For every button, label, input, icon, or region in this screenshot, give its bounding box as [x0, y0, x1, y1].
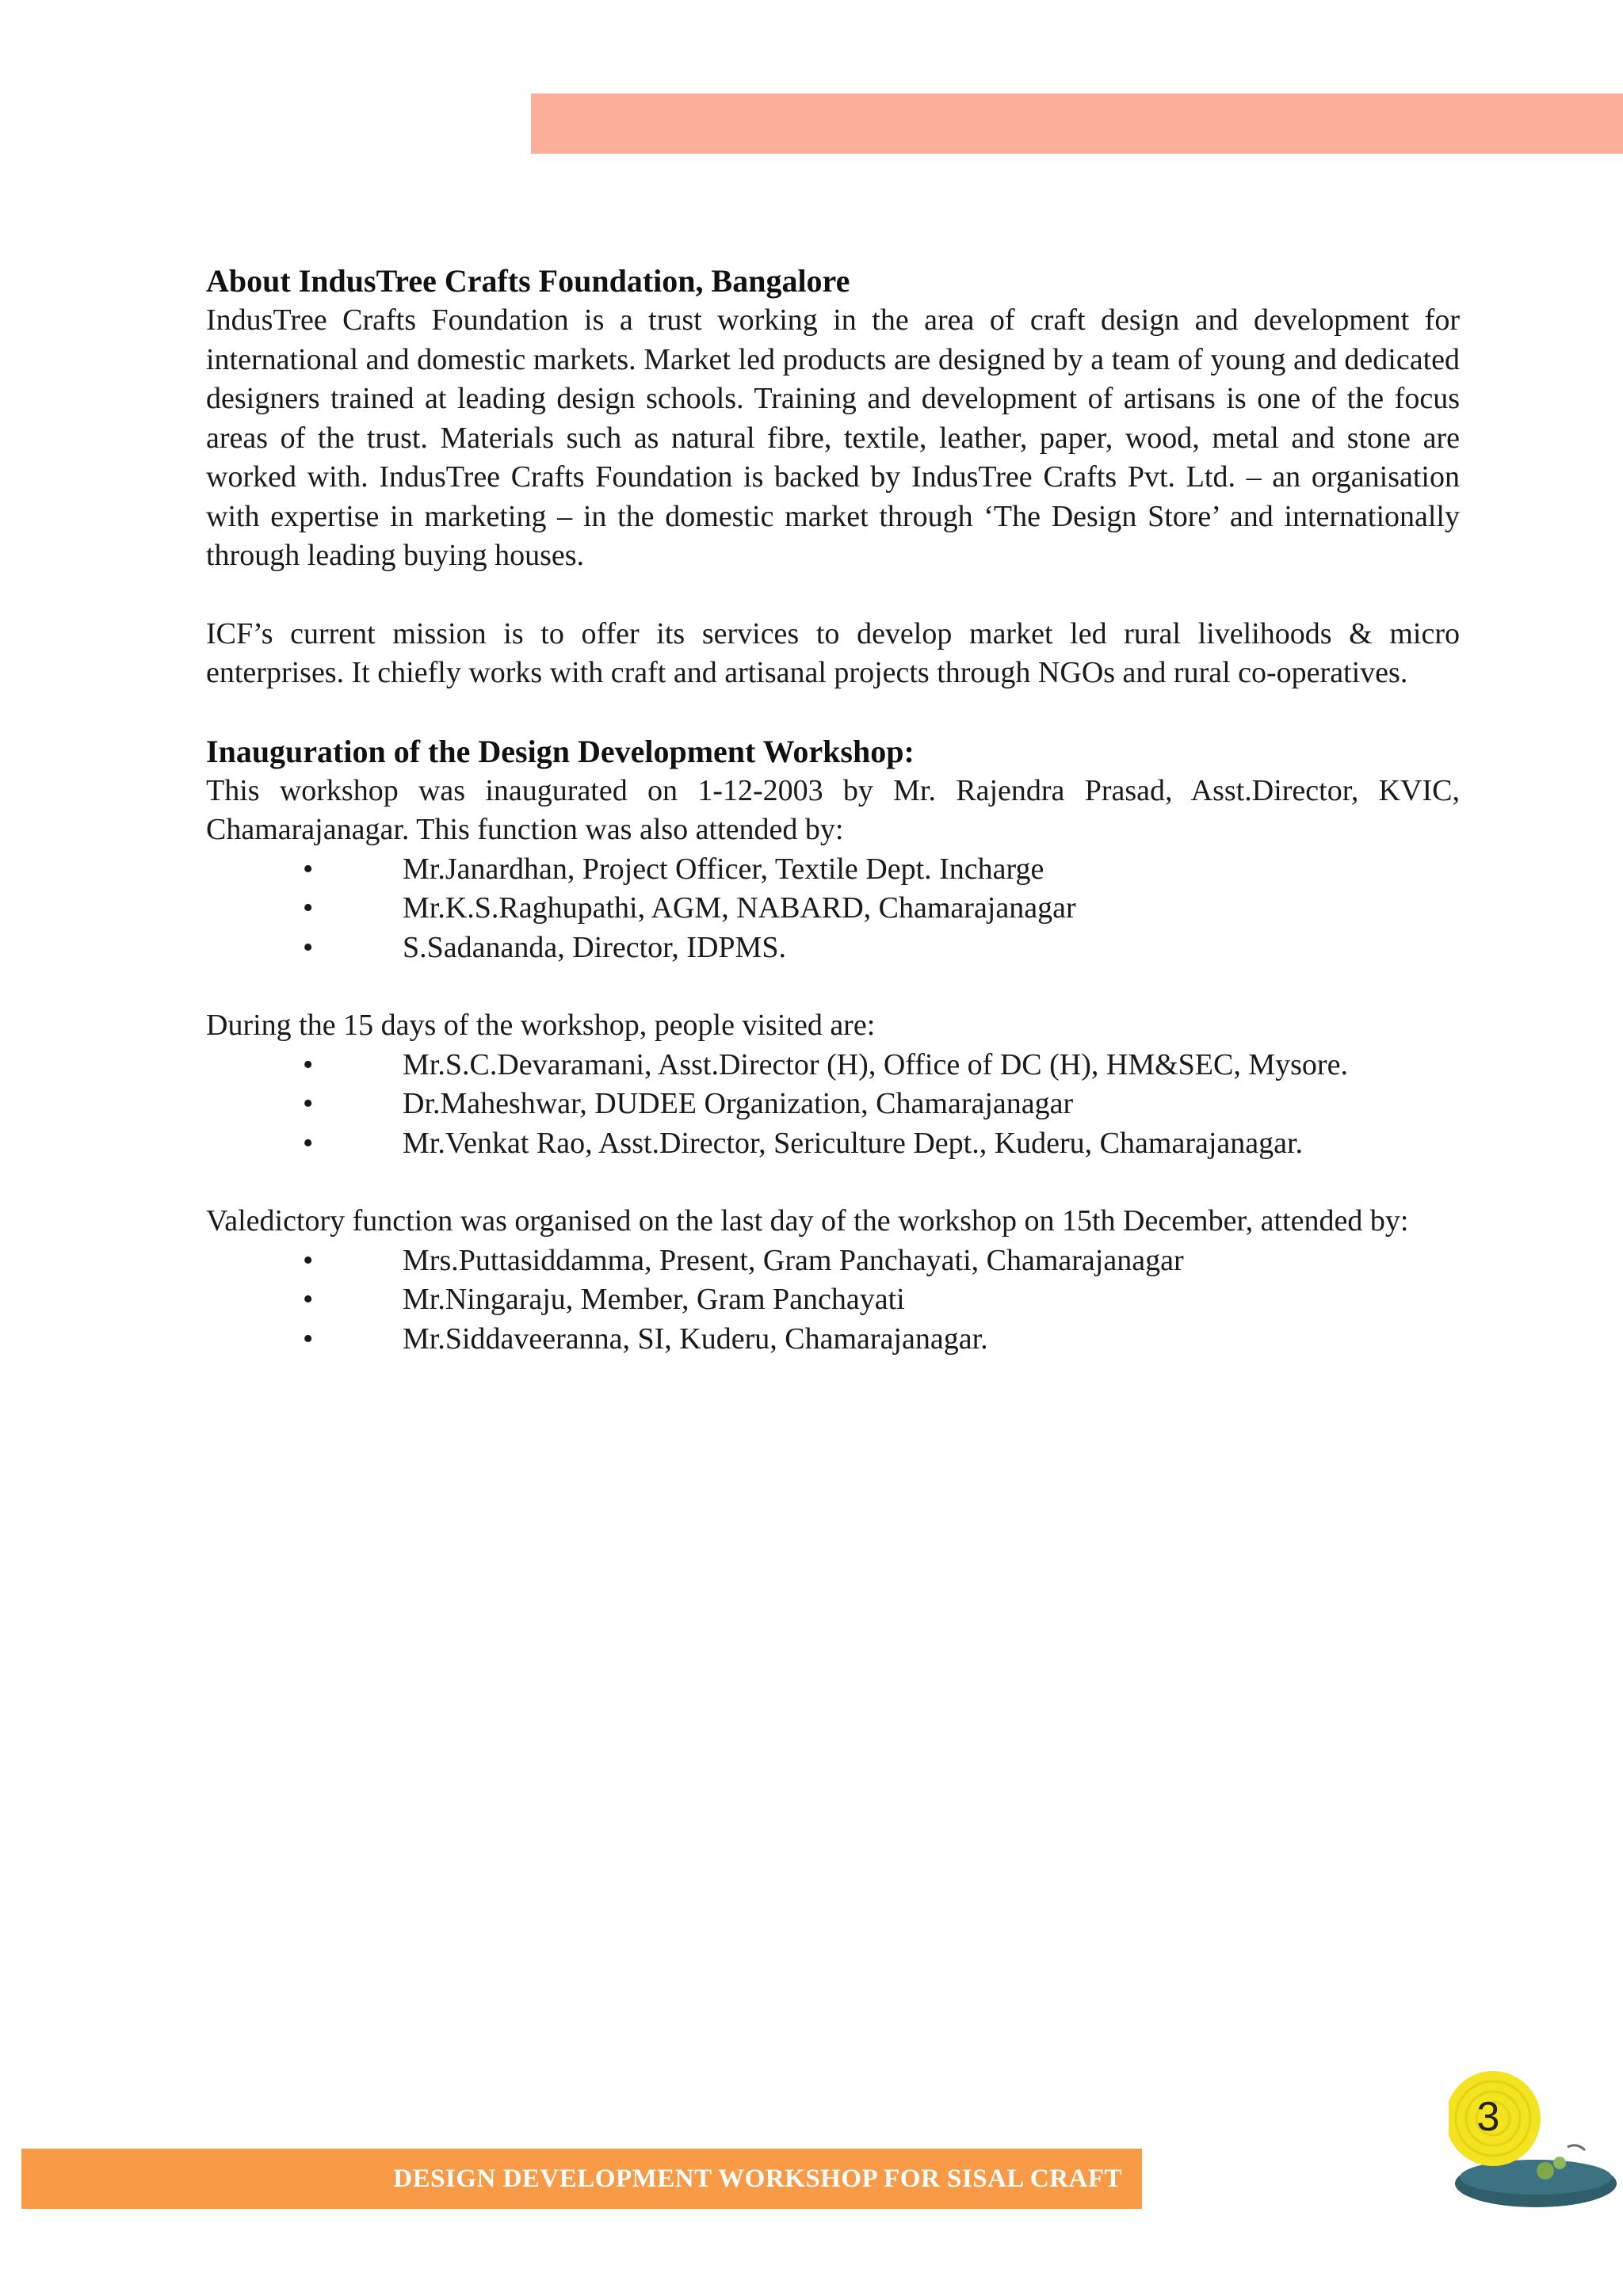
list-item: • Mrs.Puttasiddamma, Present, Gram Panchayati, Chamarajanagar	[206, 1241, 1460, 1281]
header-band	[531, 93, 1623, 154]
valedictory-list	[206, 1241, 1460, 1360]
inauguration-heading: Inauguration of the Design Development Workshop:	[206, 733, 915, 769]
bullet-icon: •	[303, 1322, 314, 1356]
list-item: • Mr.Siddaveeranna, SI, Kuderu, Chamarajanagar.	[206, 1320, 1460, 1360]
bullet-icon: •	[303, 930, 314, 964]
page-number: 3	[1476, 2094, 1500, 2140]
bullet-icon: •	[303, 852, 314, 886]
visitors-intro: During the 15 days of the workshop, people visited are:	[206, 1009, 876, 1042]
attendees-list	[206, 850, 1460, 968]
footer-title: DESIGN DEVELOPMENT WORKSHOP FOR SISAL CRAFT	[393, 2164, 1122, 2193]
bullet-icon: •	[303, 1243, 314, 1277]
list-item: • Dr.Maheshwar, DUDEE Organization, Chamarajanagar	[206, 1085, 1460, 1124]
bullet-icon: •	[303, 1126, 314, 1160]
list-item: • Mr.Ningaraju, Member, Gram Panchayati	[206, 1280, 1460, 1320]
footer-bar	[21, 2149, 1142, 2209]
list-item: • Mr.K.S.Raghupathi, AGM, NABARD, Chamarajanagar	[206, 889, 1460, 929]
bullet-icon: •	[303, 891, 314, 925]
list-item: • Mr.Venkat Rao, Asst.Director, Sericulture Dept., Kuderu, Chamarajanagar.	[206, 1124, 1460, 1164]
list-item: • Mr.S.C.Devaramani, Asst.Director (H), Office of DC (H), HM&SEC, Mysore.	[206, 1046, 1460, 1085]
about-paragraph-2: ICF’s current mission is to offer its services to develop market led rural livelihoods & micro enterprises. It chiefly works with craft and artisanal projects through NGOs and rural co-operatives.	[206, 616, 1460, 689]
list-item: • S.Sadananda, Director, IDPMS.	[206, 929, 1460, 968]
valedictory-intro: Valedictory function was organised on the last day of the workshop on 15th December, attended by:	[206, 1204, 1409, 1238]
about-heading: About IndusTree Crafts Foundation, Bangalore	[206, 263, 850, 299]
page-content	[206, 261, 1460, 1359]
visitors-list	[206, 1046, 1460, 1164]
list-item: • Mr.Janardhan, Project Officer, Textile Dept. Incharge	[206, 850, 1460, 890]
bullet-icon: •	[303, 1087, 314, 1120]
bullet-icon: •	[303, 1283, 314, 1316]
bullet-icon: •	[303, 1047, 314, 1081]
about-paragraph-1: IndusTree Crafts Foundation is a trust working in the area of craft design and development for international and domestic markets. Market led products are designed by a team of young and dedicated designers trained at leading design schools. Training and development of artisans is one of the focus areas of the trust. Materials such as natural fibre, textile, leather, paper, wood, metal and stone are worked with. IndusTree Crafts Foundation is backed by IndusTree Crafts Pvt. Ltd. – an organisation with expertise in marketing – in the domestic market through ‘The Design Store’ and internationally through leading buying houses.	[206, 303, 1460, 572]
inauguration-intro: This workshop was inaugurated on 1-12-2003 by Mr. Rajendra Prasad, Asst.Director, KVIC, Chamarajanagar. This function was also attended by:	[206, 773, 1460, 846]
